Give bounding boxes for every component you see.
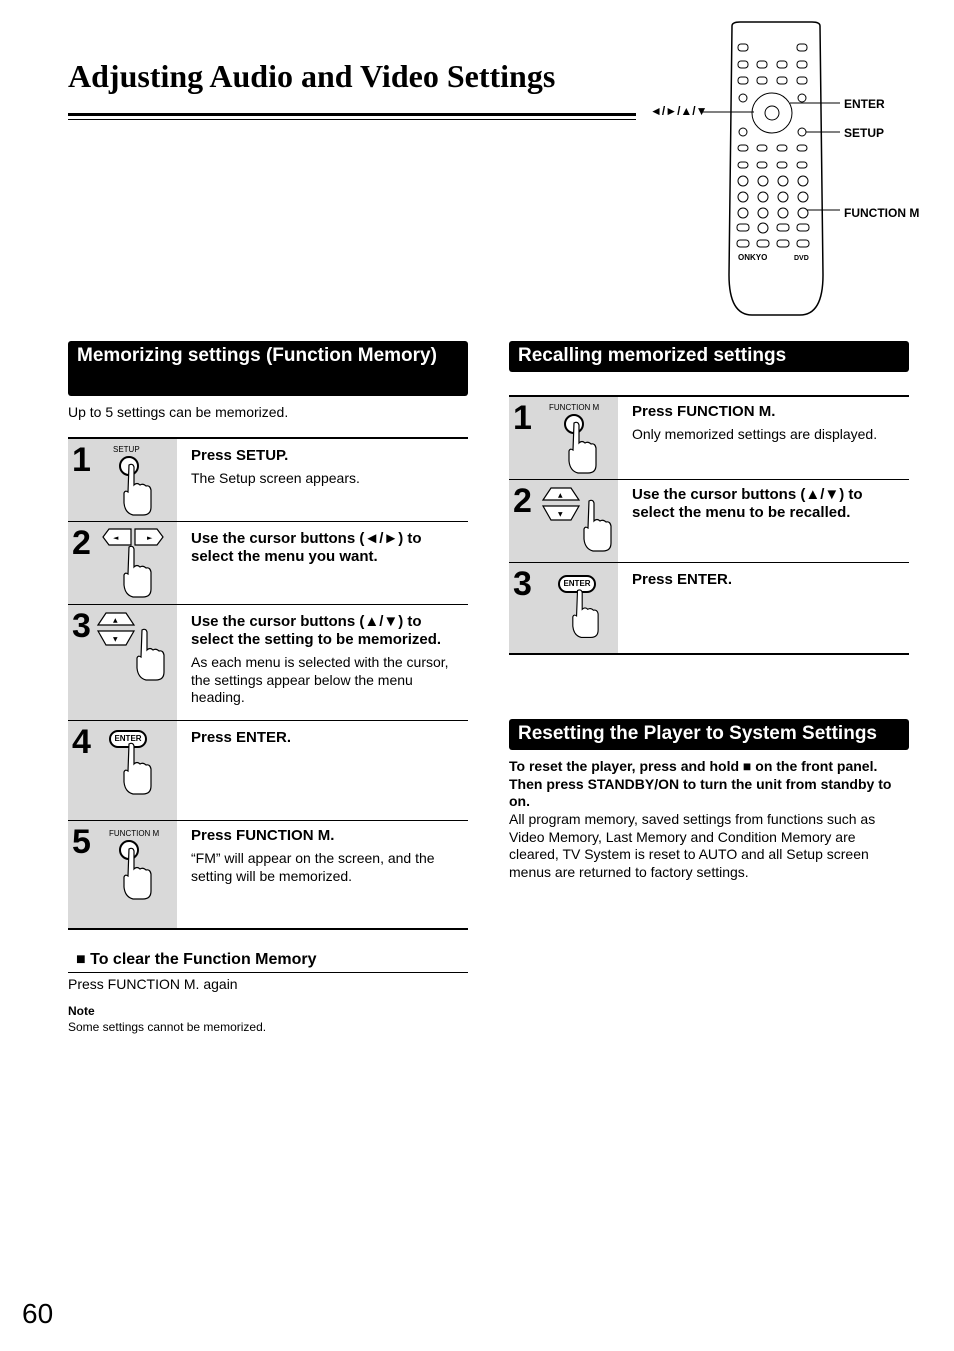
step-description: Only memorized settings are displayed. xyxy=(632,426,878,442)
memorizing-step-4 xyxy=(68,720,468,820)
svg-text:▼: ▼ xyxy=(113,636,118,643)
step-number: 4 xyxy=(72,723,91,761)
step-heading: Press ENTER. xyxy=(632,571,733,588)
up-down-cursor-icon xyxy=(541,484,581,524)
step-number: 1 xyxy=(513,399,532,437)
step-heading: Use the cursor buttons (◄/►) to select the menu you want. xyxy=(191,530,422,565)
up-down-cursor-icon xyxy=(96,609,136,649)
memorizing-step-5 xyxy=(68,820,468,928)
function-m-button-label: FUNCTION M xyxy=(109,829,160,838)
hand-icon xyxy=(570,587,600,641)
clear-rule xyxy=(68,972,468,973)
setup-button-label: SETUP xyxy=(113,445,140,454)
title-rule-thin xyxy=(68,119,636,120)
memorizing-heading: Memorizing settings (Function Memory) xyxy=(68,341,468,396)
hand-icon xyxy=(121,463,153,517)
remote-logo: DVD xyxy=(794,255,809,262)
hand-icon xyxy=(121,847,153,901)
step-number: 5 xyxy=(72,823,91,861)
clear-heading: ■ To clear the Function Memory xyxy=(76,951,317,968)
step-number: 2 xyxy=(72,524,91,562)
step-heading: Press ENTER. xyxy=(191,729,292,746)
enter-button-icon: ENTER xyxy=(109,730,147,748)
svg-text:▲: ▲ xyxy=(113,617,118,624)
page-title: Adjusting Audio and Video Settings xyxy=(68,58,556,94)
step-description: The Setup screen appears. xyxy=(191,470,360,486)
step-heading: Use the cursor buttons (▲/▼) to select the setting to be memorized. xyxy=(191,613,442,648)
remote-label-enter: ENTER xyxy=(844,97,885,111)
recalling-step-2 xyxy=(509,479,909,562)
step-heading: Press SETUP. xyxy=(191,447,289,464)
memorizing-steps xyxy=(68,437,468,930)
title-rule xyxy=(68,113,636,116)
remote-brand: ONKYO xyxy=(738,253,768,262)
step-heading: Use the cursor buttons (▲/▼) to select the menu to be recalled. xyxy=(632,486,863,521)
function-m-button-label: FUNCTION M xyxy=(549,403,600,412)
svg-text:▼: ▼ xyxy=(558,511,563,518)
step-number: 3 xyxy=(72,607,91,645)
recalling-heading: Recalling memorized settings xyxy=(509,341,909,372)
note-text: Some settings cannot be memorized. xyxy=(68,1020,267,1034)
clear-text: Press FUNCTION M. again xyxy=(68,976,238,992)
step-number: 3 xyxy=(513,565,532,603)
memorizing-intro: Up to 5 settings can be memorized. xyxy=(68,404,289,420)
step-description: “FM” will appear on the screen, and the setting will be memorized. xyxy=(191,850,435,884)
page-number: 60 xyxy=(22,1298,54,1329)
resetting-text: All program memory, saved settings from functions such as Video Memory, Last Memory and Condition Memory are cleared, TV System is reset to AUTO and all Setup screen menus are returned to factory settings. xyxy=(509,811,876,880)
remote-label-cursor: ◄/►/▲/▼ xyxy=(650,104,708,118)
memorizing-step-2 xyxy=(68,521,468,604)
remote-label-setup: SETUP xyxy=(844,126,885,140)
step-heading: Press FUNCTION M. xyxy=(632,403,776,420)
memorizing-step-3 xyxy=(68,604,468,720)
step-number: 1 xyxy=(72,441,91,479)
svg-text:►: ► xyxy=(147,534,153,542)
svg-text:▲: ▲ xyxy=(558,492,563,499)
step-description: As each menu is selected with the cursor, the settings appear below the menu heading. xyxy=(191,654,449,705)
hand-icon xyxy=(134,627,166,683)
enter-button-icon: ENTER xyxy=(558,575,596,593)
step-number: 2 xyxy=(513,482,532,520)
resetting-bold-text: To reset the player, press and hold ■ on the front panel. Then press STANDBY/ON to turn the unit from standby to on. xyxy=(509,758,892,809)
remote-control-illustration xyxy=(640,20,940,320)
hand-icon xyxy=(121,544,153,600)
svg-text:◄: ◄ xyxy=(113,534,119,542)
step-heading: Press FUNCTION M. xyxy=(191,827,335,844)
recalling-step-1 xyxy=(509,397,909,479)
hand-icon xyxy=(121,741,153,797)
hand-icon xyxy=(566,421,598,475)
remote-label-function-m: FUNCTION M xyxy=(844,206,920,220)
resetting-heading: Resetting the Player to System Settings xyxy=(509,719,909,750)
note-label: Note xyxy=(68,1004,95,1018)
recalling-steps xyxy=(509,395,909,655)
memorizing-step-1 xyxy=(68,439,468,521)
recalling-step-3 xyxy=(509,562,909,653)
hand-icon xyxy=(581,498,613,554)
